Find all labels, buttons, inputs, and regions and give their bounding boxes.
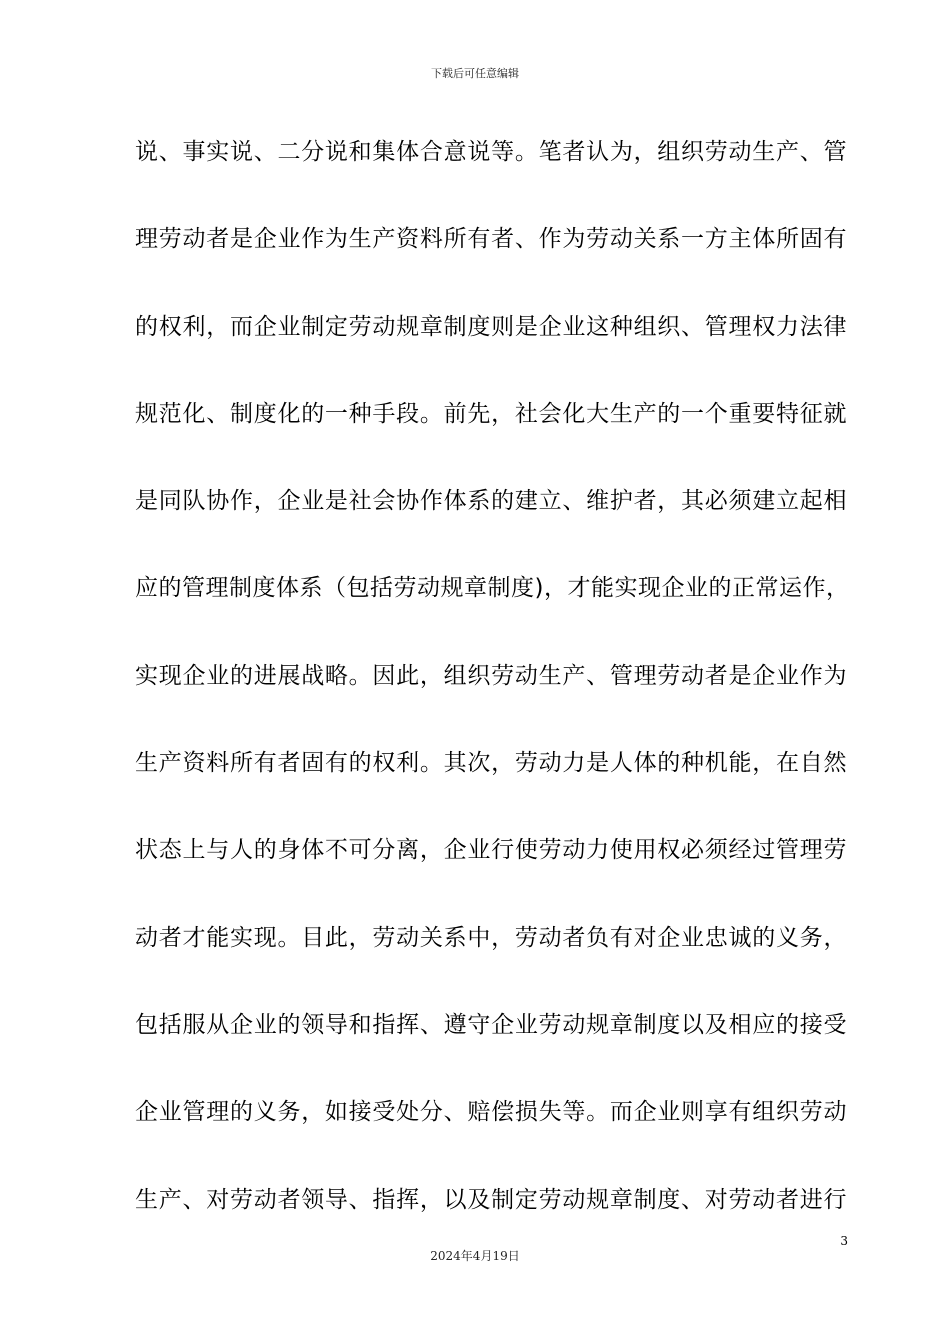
text-line: 实现企业的进展战略。因此，组织劳动生产、管理劳动者是企业作为 xyxy=(135,662,847,689)
text-line: 理劳动者是企业作为生产资料所有者、作为劳动关系一方主体所固有 xyxy=(135,226,847,253)
text-line: 的权利，而企业制定劳动规章制度则是企业这种组织、管理权力法律 xyxy=(135,313,847,340)
text-line: 生产、对劳动者领导、指挥，以及制定劳动规章制度、对劳动者进行 xyxy=(135,1186,847,1213)
text-line: 生产资料所有者固有的权利。其次，劳动力是人体的种机能，在自然 xyxy=(135,750,847,777)
text-line: 规范化、制度化的一种手段。前先，社会化大生产的一个重要特征就 xyxy=(135,400,847,427)
footer-date: 2024年4月19日 xyxy=(430,1249,520,1263)
text-line: 企业管理的义务，如接受处分、赔偿损失等。而企业则享有组织劳动 xyxy=(135,1099,847,1126)
body-text xyxy=(135,128,850,1263)
text-line: 是同队协作，企业是社会协作体系的建立、维护者，其必须建立起相 xyxy=(135,488,847,515)
text-line: 应的管理制度体系（包括劳动规章制度)，才能实现企业的正常运作， xyxy=(135,575,850,602)
text-line: 包括服从企业的领导和指挥、遵守企业劳动规章制度以及相应的接受 xyxy=(135,1011,847,1038)
page-header-note: 下载后可任意编辑 xyxy=(431,67,519,80)
page-number: 3 xyxy=(840,1234,848,1248)
text-line: 状态上与人的身体不可分离，企业行使劳动力使用权必须经过管理劳 xyxy=(135,837,847,864)
text-line: 说、事实说、二分说和集体合意说等。笔者认为，组织劳动生产、管 xyxy=(135,139,847,165)
text-line: 动者才能实现。目此，劳动关系中，劳动者负有对企业忠诚的义务， xyxy=(135,924,847,951)
